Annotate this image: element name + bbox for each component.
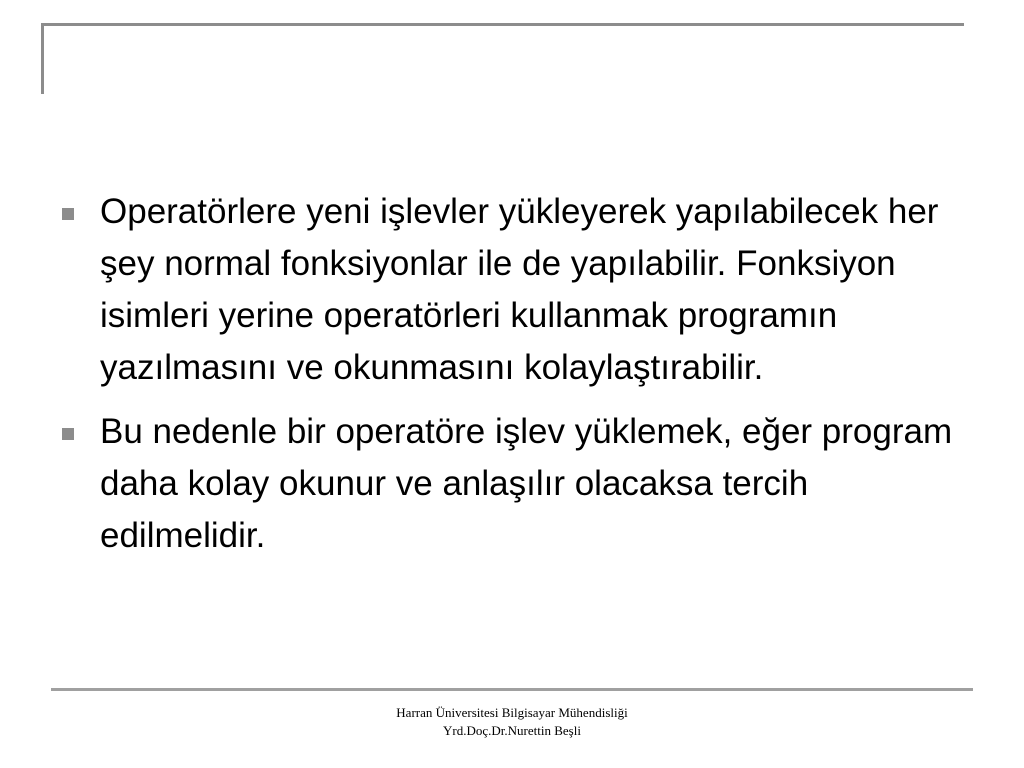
bullet-item xyxy=(62,406,962,562)
slide-frame-left-border xyxy=(41,23,44,94)
bullet-text: Operatörlere yeni işlevler yükleyerek yapılabilecek her şey normal fonksiyonlar ile de yapılabilir. Fonksiyon isimleri yerine operatörleri kullanmak programın yazılmasını ve okunmasını kolaylaştırabilir. xyxy=(100,192,939,387)
bullet-item xyxy=(62,186,962,394)
slide-frame-top-border xyxy=(41,23,964,26)
footer-institution: Harran Üniversitesi Bilgisayar Mühendisliği xyxy=(396,705,628,720)
footer xyxy=(0,704,1024,740)
bullet-text: Bu nedenle bir operatöre işlev yüklemek, eğer program daha kolay okunur ve anlaşılır olacaksa tercih edilmelidir. xyxy=(100,412,953,555)
square-bullet-icon xyxy=(62,428,74,440)
slide-content xyxy=(62,186,962,574)
footer-author: Yrd.Doç.Dr.Nurettin Beşli xyxy=(443,723,581,738)
footer-divider xyxy=(51,688,973,691)
square-bullet-icon xyxy=(62,208,74,220)
